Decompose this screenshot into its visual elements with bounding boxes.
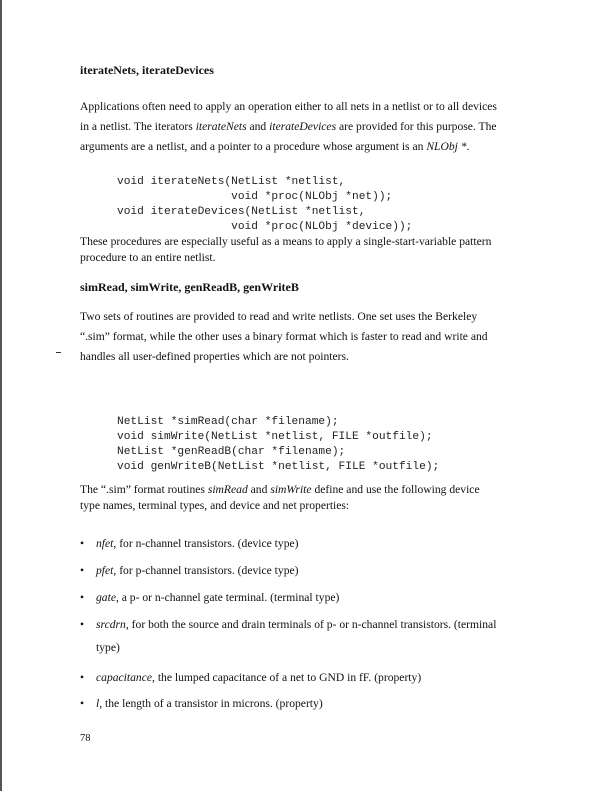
code-line: NetList *simRead(char *filename); [117, 416, 339, 428]
code-line: void *proc(NLObj *device)); [117, 221, 413, 233]
code-line: void genWriteB(NetList *netlist, FILE *outfile); [117, 461, 440, 473]
bullet-icon: • [80, 697, 85, 710]
bullet-icon: • [80, 618, 85, 631]
text-line: Two sets of routines are provided to read and write netlists. One set uses the Berkeley [80, 310, 478, 323]
text-line: arguments are a netlist, and a pointer to a procedure whose argument is an NLObj *. [80, 140, 470, 153]
bullet-icon: • [80, 564, 85, 577]
text-line: in a netlist. The iterators iterateNets and iterateDevices are provided for this purpose. The [80, 120, 497, 133]
text-line: The “.sim” format routines simRead and simWrite define and use the following device [80, 483, 480, 496]
margin-mark [56, 352, 61, 353]
text-line: type names, terminal types, and device and net properties: [80, 499, 350, 512]
paragraph-iterate-intro [80, 97, 560, 157]
paragraph-sim-intro [80, 307, 560, 367]
text-line: procedure to an entire netlist. [80, 251, 216, 264]
code-line: void *proc(NLObj *net)); [117, 191, 393, 203]
paragraph-iterate-usage [80, 232, 560, 268]
paragraph-sim-format [80, 482, 560, 514]
bullet-icon: • [80, 537, 85, 550]
section-heading-sim: simRead, simWrite, genReadB, genWriteB [80, 280, 299, 294]
text-line: “.sim” format, while the other uses a binary format which is faster to read and write and [80, 330, 488, 343]
code-line: NetList *genReadB(char *filename); [117, 446, 346, 458]
section-heading-iterate: iterateNets, iterateDevices [80, 63, 214, 77]
code-block-sim [117, 415, 439, 475]
page-number: 78 [80, 733, 91, 744]
code-line: void iterateNets(NetList *netlist, [117, 176, 346, 188]
text-line: handles all user-defined properties which are not pointers. [80, 350, 349, 363]
text-line: Applications often need to apply an operation either to all nets in a netlist or to all devices [80, 100, 497, 113]
bullet-icon: • [80, 591, 85, 604]
code-line: void simWrite(NetList *netlist, FILE *outfile); [117, 431, 433, 443]
code-block-iterate [117, 175, 412, 235]
code-line: void iterateDevices(NetList *netlist, [117, 206, 366, 218]
bullet-icon: • [80, 671, 85, 684]
page-edge [0, 0, 2, 791]
text-line: These procedures are especially useful as a means to apply a single-start-variable pattern [80, 235, 492, 248]
